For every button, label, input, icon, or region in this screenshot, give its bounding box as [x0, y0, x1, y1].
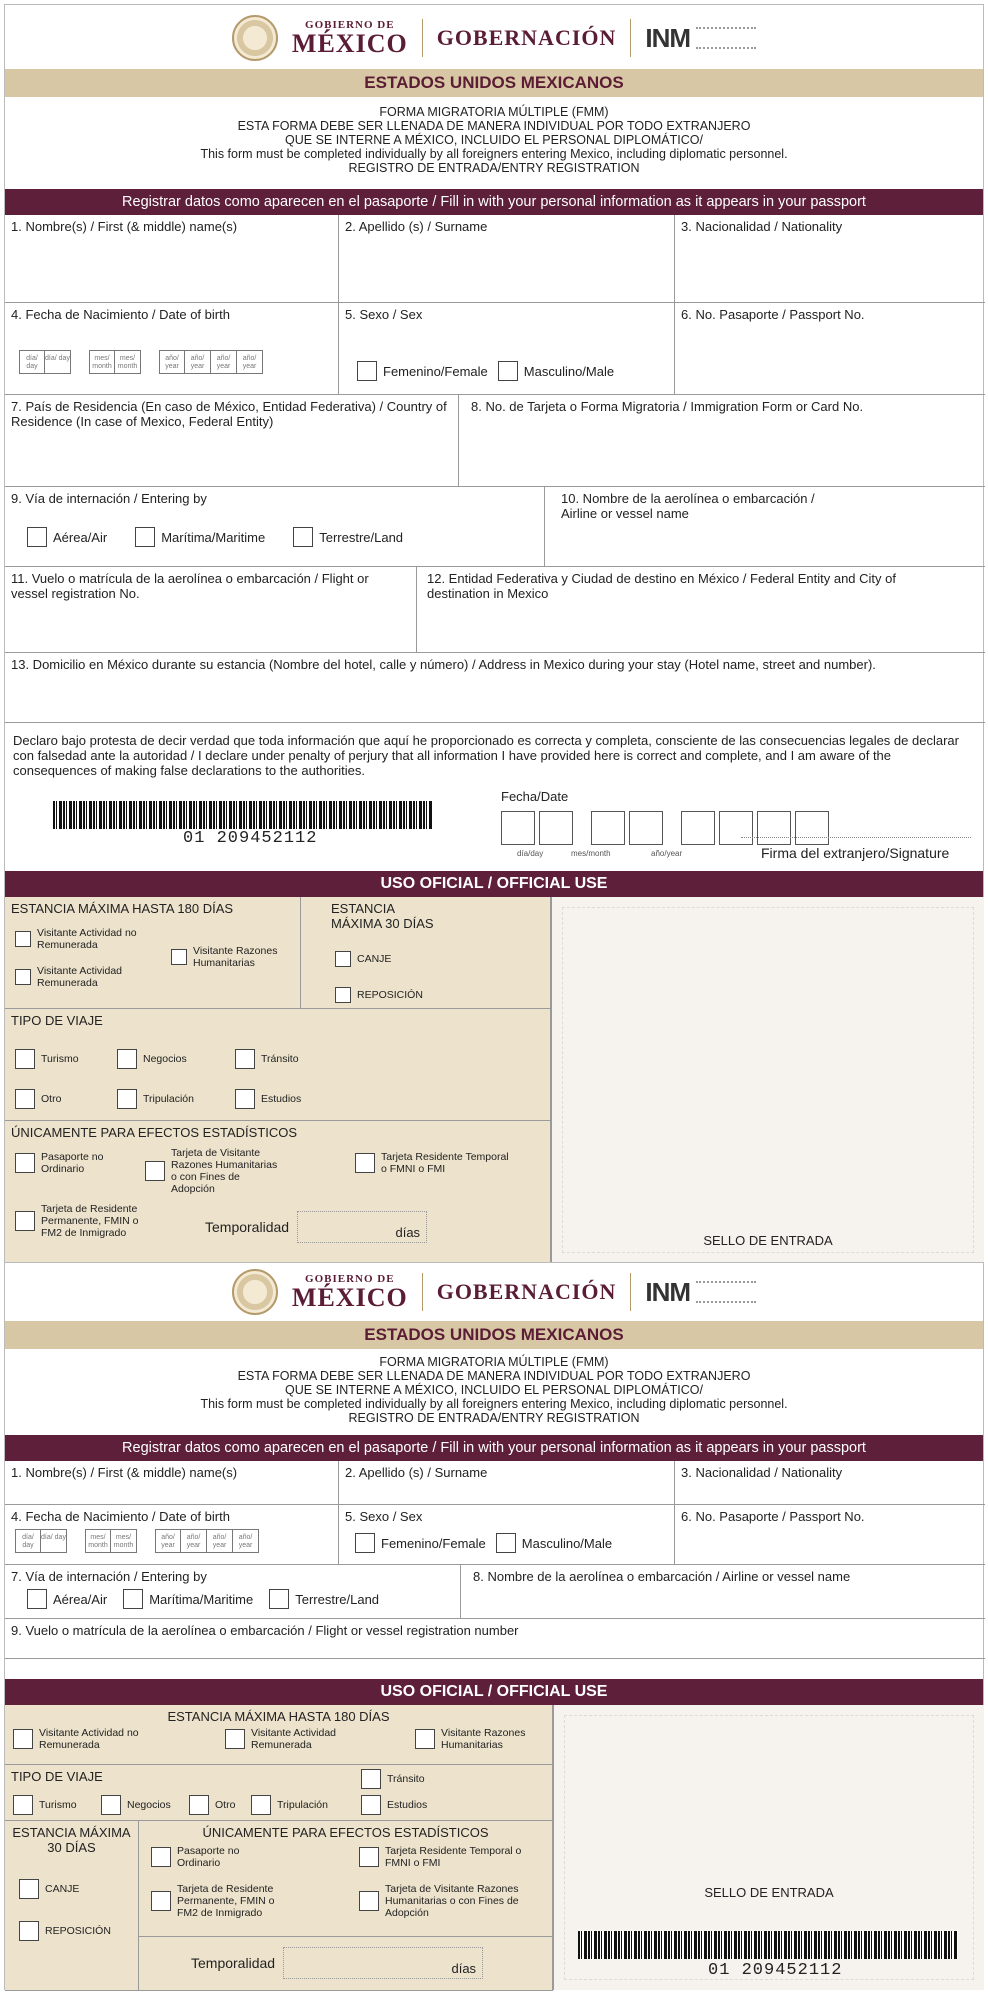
statistics-title: ÚNICAMENTE PARA EFECTOS ESTADÍSTICOS: [11, 1125, 298, 1140]
gobernacion-logo: GOBERNACIÓN: [436, 25, 617, 50]
tarjeta-temp-option: [359, 1845, 535, 1869]
dias-label: días: [451, 1961, 477, 1976]
form-titles: [5, 1355, 983, 1425]
official-use-band: USO OFICIAL / OFFICIAL USE: [5, 871, 983, 897]
sex-options: [357, 361, 614, 381]
fecha-label: Fecha/Date: [501, 789, 569, 804]
female-label: Femenino/Female: [381, 1535, 486, 1551]
estudios-option: [361, 1795, 427, 1815]
barcode-icon: [53, 801, 433, 829]
entering-by-options: [27, 1589, 379, 1609]
transito-checkbox[interactable]: [361, 1769, 381, 1789]
va-rem-label: Visitante Actividad Remunerada: [37, 965, 123, 989]
pasaporte-no-ord-option: [15, 1151, 121, 1175]
destination-label: 12. Entidad Federativa y Ciudad de destino en México / Federal Entity and City of destination in Mexico: [427, 571, 896, 601]
birth-date-field: [5, 303, 339, 395]
statistics-section: [139, 1821, 553, 1937]
birth-year-box[interactable]: año/ year: [233, 1529, 259, 1553]
entry-stamp-area: [551, 897, 984, 1263]
entry-stamp-area: [553, 1705, 984, 1990]
birth-year-box[interactable]: año/ year: [155, 1529, 181, 1553]
sign-year-caption: año/year: [651, 849, 683, 858]
sex-options: [355, 1533, 612, 1553]
temporalidad-field: [191, 1947, 483, 1979]
turismo-label: Turismo: [39, 1799, 77, 1811]
gobernacion-logo: GOBERNACIÓN: [436, 1279, 617, 1304]
airline-name-label: 10. Nombre de la aerolínea o embarcación / Airline or vessel name: [561, 491, 815, 521]
tripulacion-checkbox[interactable]: [251, 1795, 271, 1815]
first-name-field[interactable]: [5, 1461, 339, 1505]
destination-field[interactable]: [417, 567, 985, 653]
entry-stamp-label: SELLO DE ENTRADA: [703, 1233, 833, 1248]
va-no-rem-checkbox[interactable]: [13, 1729, 33, 1749]
estudios-option: [235, 1089, 301, 1109]
canje-label: CANJE: [45, 1883, 80, 1895]
tarjeta-perm-option: [151, 1883, 287, 1919]
land-checkbox[interactable]: [293, 527, 313, 547]
surname-field[interactable]: [339, 1461, 675, 1505]
sign-year-box[interactable]: [795, 811, 829, 845]
birth-day-box[interactable]: día/ day: [15, 1529, 41, 1553]
vrh-option: [171, 945, 297, 969]
birth-year-group: [159, 350, 263, 374]
entering-by-options: [27, 527, 403, 547]
birth-date-label: 4. Fecha de Nacimiento / Date of birth: [11, 1509, 230, 1524]
passport-instructions-band: Registrar datos como aparecen en el pasaporte / Fill in with your personal information as it appears in your passport: [5, 1435, 983, 1461]
temporalidad-label: Temporalidad: [191, 1955, 276, 1971]
birth-year-box[interactable]: año/ year: [159, 350, 185, 374]
birth-month-group: [89, 350, 141, 374]
tripulacion-option: [251, 1795, 328, 1815]
pasaporte-no-ord-checkbox[interactable]: [151, 1847, 171, 1867]
estudios-checkbox[interactable]: [361, 1795, 381, 1815]
turismo-option: [13, 1795, 77, 1815]
birth-day-group: [15, 1529, 67, 1553]
va-no-rem-option: [13, 1727, 149, 1751]
birth-year-box[interactable]: año/ year: [207, 1529, 233, 1553]
form-title-line: QUE SE INTERNE A MÉXICO, INCLUIDO EL PERSONAL DIPLOMÁTICO/: [285, 1383, 703, 1397]
sign-day-box[interactable]: [539, 811, 573, 845]
tarjeta-temp-checkbox[interactable]: [359, 1847, 379, 1867]
entering-by-label: 9. Vía de internación / Entering by: [11, 491, 207, 506]
reposicion-checkbox[interactable]: [335, 987, 351, 1003]
turismo-checkbox[interactable]: [13, 1795, 33, 1815]
tarjeta-perm-label: Tarjeta de Residente Permanente, FMIN o FM2 de Inmigrado: [177, 1883, 275, 1919]
exit-registration-sheet: [4, 1262, 984, 1990]
temporalidad-field: [205, 1211, 427, 1243]
sea-checkbox[interactable]: [135, 527, 155, 547]
negocios-option: [117, 1049, 187, 1069]
vrh-label: Visitante Razones Humanitarias: [441, 1727, 526, 1751]
air-checkbox[interactable]: [27, 527, 47, 547]
reposicion-option: [335, 987, 423, 1003]
tarjeta-vrh-option: [359, 1883, 535, 1919]
birth-month-box[interactable]: mes/ month: [115, 350, 141, 374]
barcode-icon: [578, 1931, 958, 1959]
va-no-rem-label: Visitante Actividad no Remunerada: [39, 1727, 139, 1751]
flight-number-field[interactable]: [5, 1619, 985, 1659]
sign-day-caption: día/day: [517, 849, 544, 858]
nationality-label: 3. Nacionalidad / Nationality: [681, 1465, 843, 1480]
flight-number-label: 9. Vuelo o matrícula de la aerolínea o embarcación / Flight or vessel registration number: [11, 1623, 519, 1638]
land-label: Terrestre/Land: [319, 529, 404, 545]
male-checkbox[interactable]: [496, 1533, 516, 1553]
sign-year-group: [681, 811, 833, 848]
negocios-checkbox[interactable]: [117, 1049, 137, 1069]
negocios-label: Negocios: [143, 1053, 187, 1065]
birth-year-box[interactable]: año/ year: [181, 1529, 207, 1553]
canje-checkbox[interactable]: [335, 951, 351, 967]
negocios-label: Negocios: [127, 1799, 171, 1811]
country-bar: ESTADOS UNIDOS MEXICANOS: [5, 69, 983, 97]
form-title-line: REGISTRO DE ENTRADA/ENTRY REGISTRATION: [348, 1411, 640, 1425]
sex-field: [339, 303, 675, 395]
birth-month-box[interactable]: mes/ month: [89, 350, 115, 374]
turismo-checkbox[interactable]: [15, 1049, 35, 1069]
surname-label: 2. Apellido (s) / Surname: [345, 219, 488, 234]
inm-logo-text: INM: [645, 22, 691, 53]
vrh-label: Visitante Razones Humanitarias: [193, 945, 278, 969]
passport-number-field[interactable]: [675, 303, 985, 395]
birth-month-group: [85, 1529, 137, 1553]
form-titles: [5, 105, 983, 175]
declaration-text: Declaro bajo protesta de decir verdad que toda información que aquí he proporcionado es correcta y completa, consciente de las consecuencias legales de declarar con falsedad ante la autoridad / I declare under penalty of perjury that all information I have provided here is correct and complete, and I am aware of the consequences of making false declarations to the authorities.: [13, 733, 959, 778]
va-rem-option: [15, 965, 137, 989]
canje-option: [19, 1879, 79, 1899]
male-label: Masculino/Male: [523, 363, 615, 379]
otro-label: Otro: [41, 1093, 62, 1105]
reposicion-option: [19, 1921, 111, 1941]
form-title-line: This form must be completed individually by all foreigners entering Mexico, including diplomatic personnel.: [200, 1397, 788, 1411]
form-title-line: ESTA FORMA DEBE SER LLENADA DE MANERA INDIVIDUAL POR TODO EXTRANJERO: [237, 119, 751, 133]
form-title-line: This form must be completed individually by all foreigners entering Mexico, including diplomatic personnel.: [200, 147, 788, 161]
sign-month-group: [591, 811, 667, 848]
immigration-card-field[interactable]: [459, 395, 985, 487]
reposicion-label: REPOSICIÓN: [357, 989, 423, 1001]
inm-logo: [645, 23, 756, 54]
inm-logo-text: INM: [645, 1276, 691, 1307]
reposicion-label: REPOSICIÓN: [45, 1925, 111, 1937]
gob-line1: GOBIERNO DE: [305, 18, 395, 31]
temporalidad-input[interactable]: [297, 1211, 427, 1243]
passport-instructions-band: Registrar datos como aparecen en el pasaporte / Fill in with your personal information as it appears in your passport: [5, 189, 983, 215]
surname-field[interactable]: [339, 215, 675, 303]
stay-30-days: 30 DÍAS: [47, 1840, 96, 1855]
female-checkbox[interactable]: [357, 361, 377, 381]
transito-label: Tránsito: [387, 1773, 425, 1785]
header-logos: [5, 13, 983, 63]
va-no-rem-checkbox[interactable]: [15, 931, 31, 947]
tarjeta-vrh-checkbox[interactable]: [359, 1891, 379, 1911]
turismo-label: Turismo: [41, 1053, 79, 1065]
birth-day-group: [19, 350, 71, 374]
otro-option: [189, 1795, 235, 1815]
first-name-label: 1. Nombre(s) / First (& middle) name(s): [11, 1465, 238, 1480]
sex-label: 5. Sexo / Sex: [345, 1509, 423, 1524]
sign-date-boxes: [501, 811, 833, 848]
form-title-line: FORMA MIGRATORIA MÚLTIPLE (FMM): [379, 1355, 609, 1369]
transito-checkbox[interactable]: [235, 1049, 255, 1069]
sex-label: 5. Sexo / Sex: [345, 307, 423, 322]
air-checkbox[interactable]: [27, 1589, 47, 1609]
stay-30-title: ESTANCIA MÁXIMA: [12, 1825, 131, 1840]
barcode-number: 01 209452112: [183, 829, 318, 848]
va-rem-option: [225, 1727, 351, 1751]
air-label: Aérea/Air: [53, 529, 108, 545]
tarjeta-temp-label: Tarjeta Residente Temporal o FMNI o FMI: [381, 1151, 509, 1175]
nationality-label: 3. Nacionalidad / Nationality: [681, 219, 843, 234]
trip-type-title: TIPO DE VIAJE: [11, 1769, 103, 1784]
transito-option: [361, 1769, 425, 1789]
logo-divider: [630, 19, 631, 57]
estudios-label: Estudios: [387, 1799, 428, 1811]
inm-logo: [645, 1277, 756, 1308]
stay-30-section: [5, 1821, 139, 1991]
pasaporte-no-ord-option: [151, 1845, 257, 1869]
reposicion-checkbox[interactable]: [19, 1921, 39, 1941]
birth-year-box[interactable]: año/ year: [211, 350, 237, 374]
address-field[interactable]: [5, 653, 985, 723]
form-title-line: FORMA MIGRATORIA MÚLTIPLE (FMM): [379, 105, 609, 119]
canje-checkbox[interactable]: [19, 1879, 39, 1899]
negocios-checkbox[interactable]: [101, 1795, 121, 1815]
vrh-checkbox[interactable]: [415, 1729, 435, 1749]
va-rem-checkbox[interactable]: [15, 969, 31, 985]
country-bar: ESTADOS UNIDOS MEXICANOS: [5, 1321, 983, 1349]
tarjeta-vrh-option: [145, 1147, 281, 1195]
form-title-line: ESTA FORMA DEBE SER LLENADA DE MANERA INDIVIDUAL POR TODO EXTRANJERO: [237, 1369, 751, 1383]
tarjeta-vrh-label: Tarjeta de Visitante Razones Humanitarias o con Fines de Adopción: [385, 1883, 519, 1919]
sign-year-box[interactable]: [681, 811, 715, 845]
stay-30-title: ESTANCIA MÁXIMA 30 DÍAS: [331, 901, 434, 931]
first-name-label: 1. Nombre(s) / First (& middle) name(s): [11, 219, 238, 234]
surname-label: 2. Apellido (s) / Surname: [345, 1465, 488, 1480]
flight-number-label: 11. Vuelo o matrícula de la aerolínea o embarcación / Flight or vessel registration No.: [11, 571, 369, 601]
tarjeta-perm-label: Tarjeta de Residente Permanente, FMIN o FM2 de Inmigrado: [41, 1203, 139, 1239]
female-checkbox[interactable]: [355, 1533, 375, 1553]
va-rem-checkbox[interactable]: [225, 1729, 245, 1749]
tarjeta-vrh-checkbox[interactable]: [145, 1161, 165, 1181]
nationality-field[interactable]: [675, 215, 985, 303]
residence-country-label: 7. País de Residencia (En caso de México, Entidad Federativa) / Country of Residence (In case of Mexico, Federal Entity): [11, 399, 447, 429]
inm-tagline-icon: [696, 27, 756, 49]
mexico-seal-icon: [232, 1269, 278, 1315]
statistics-title: ÚNICAMENTE PARA EFECTOS ESTADÍSTICOS: [202, 1825, 489, 1840]
birth-year-box[interactable]: año/ year: [237, 350, 263, 374]
sign-month-box[interactable]: [591, 811, 625, 845]
logo-divider: [422, 1273, 423, 1311]
residence-country-field[interactable]: [5, 395, 459, 487]
trip-type-title: TIPO DE VIAJE: [11, 1013, 103, 1028]
passport-number-label: 6. No. Pasaporte / Passport No.: [681, 1509, 865, 1524]
tripulacion-option: [117, 1089, 194, 1109]
form-title-line: REGISTRO DE ENTRADA/ENTRY REGISTRATION: [348, 161, 640, 175]
tarjeta-perm-option: [15, 1203, 151, 1239]
temporalidad-label: Temporalidad: [205, 1219, 290, 1235]
birth-date-label: 4. Fecha de Nacimiento / Date of birth: [11, 307, 230, 322]
barcode-number: 01 209452112: [708, 1961, 843, 1980]
canje-label: CANJE: [357, 953, 392, 965]
first-name-field[interactable]: [5, 215, 339, 303]
airline-name-label: 8. Nombre de la aerolínea o embarcación / Airline or vessel name: [473, 1569, 851, 1584]
va-no-rem-label: Visitante Actividad no Remunerada: [37, 927, 137, 951]
estudios-checkbox[interactable]: [235, 1089, 255, 1109]
tarjeta-temp-checkbox[interactable]: [355, 1153, 375, 1173]
otro-option: [15, 1089, 61, 1109]
official-use-band: USO OFICIAL / OFFICIAL USE: [5, 1679, 983, 1705]
birth-date-boxes: [15, 1529, 259, 1553]
pasaporte-no-ord-checkbox[interactable]: [15, 1153, 35, 1173]
pasaporte-no-ord-label: Pasaporte no Ordinario: [177, 1845, 240, 1869]
sign-year-box[interactable]: [719, 811, 753, 845]
sign-month-box[interactable]: [629, 811, 663, 845]
male-checkbox[interactable]: [498, 361, 518, 381]
birth-date-boxes: [19, 350, 263, 374]
birth-year-box[interactable]: año/ year: [185, 350, 211, 374]
turismo-option: [15, 1049, 79, 1069]
otro-checkbox[interactable]: [189, 1795, 209, 1815]
entry-registration-sheet: [4, 4, 984, 1262]
immigration-card-label: 8. No. de Tarjeta o Forma Migratoria / Immigration Form or Card No.: [471, 399, 864, 414]
male-label: Masculino/Male: [521, 1535, 613, 1551]
tarjeta-temp-label: Tarjeta Residente Temporal o FMNI o FMI: [385, 1845, 522, 1869]
estudios-label: Estudios: [261, 1093, 302, 1105]
gobierno-de-mexico-logo: [292, 20, 408, 57]
logo-divider: [630, 1273, 631, 1311]
entry-stamp-label: SELLO DE ENTRADA: [704, 1885, 834, 1900]
mexico-seal-icon: [232, 15, 278, 61]
form-title-line: QUE SE INTERNE A MÉXICO, INCLUIDO EL PERSONAL DIPLOMÁTICO/: [285, 133, 703, 147]
vrh-option: [415, 1727, 541, 1751]
temporalidad-input[interactable]: [283, 1947, 483, 1979]
airline-name-field[interactable]: [461, 1565, 985, 1619]
gob-line1: GOBIERNO DE: [305, 1272, 395, 1285]
otro-checkbox[interactable]: [15, 1089, 35, 1109]
tarjeta-temp-option: [355, 1151, 511, 1175]
tarjeta-vrh-label: Tarjeta de Visitante Razones Humanitarias o con Fines de Adopción: [171, 1147, 278, 1195]
passport-number-field[interactable]: [675, 1505, 985, 1565]
tarjeta-perm-checkbox[interactable]: [15, 1211, 35, 1231]
entering-by-label: 7. Vía de internación / Entering by: [11, 1569, 207, 1584]
flight-number-field[interactable]: [5, 567, 417, 653]
birth-day-box[interactable]: día/ day: [41, 1529, 67, 1553]
air-label: Aérea/Air: [53, 1591, 108, 1607]
inm-tagline-icon: [696, 1281, 756, 1303]
female-label: Femenino/Female: [383, 363, 488, 379]
dias-label: días: [395, 1225, 421, 1240]
va-rem-label: Visitante Actividad Remunerada: [251, 1727, 337, 1751]
signature-line[interactable]: [741, 837, 971, 838]
tripulacion-checkbox[interactable]: [117, 1089, 137, 1109]
birth-day-box[interactable]: día/ day: [45, 350, 71, 374]
gob-line2: MÉXICO: [291, 28, 408, 58]
transito-label: Tránsito: [261, 1053, 299, 1065]
stay-180-title: ESTANCIA MÁXIMA HASTA 180 DÍAS: [11, 901, 234, 916]
logo-divider: [422, 19, 423, 57]
sea-label: Marítima/Maritime: [161, 529, 266, 545]
birth-day-box[interactable]: día/ day: [19, 350, 45, 374]
pasaporte-no-ord-label: Pasaporte no Ordinario: [41, 1151, 104, 1175]
gobierno-de-mexico-logo: [292, 1274, 408, 1311]
land-label: Terrestre/Land: [295, 1591, 380, 1607]
birth-month-box[interactable]: mes/ month: [111, 1529, 137, 1553]
airline-name-field[interactable]: [545, 487, 985, 567]
transito-option: [235, 1049, 299, 1069]
passport-number-label: 6. No. Pasaporte / Passport No.: [681, 307, 865, 322]
watermark-pattern: [562, 907, 974, 1253]
tripulacion-label: Tripulación: [277, 1799, 328, 1811]
tarjeta-perm-checkbox[interactable]: [151, 1891, 171, 1911]
canje-option: [335, 951, 391, 967]
sign-month-caption: mes/month: [571, 849, 611, 858]
header-logos: [5, 1267, 983, 1317]
tripulacion-label: Tripulación: [143, 1093, 194, 1105]
address-label: 13. Domicilio en México durante su estancia (Nombre del hotel, calle y número) / Address in Mexico during your stay (Hotel name, street and number).: [11, 657, 876, 672]
vrh-checkbox[interactable]: [171, 949, 187, 965]
sea-checkbox[interactable]: [123, 1589, 143, 1609]
sign-day-group: [501, 811, 577, 848]
signature-label: Firma del extranjero/Signature: [761, 845, 950, 861]
sign-year-box[interactable]: [757, 811, 791, 845]
gob-line2: MÉXICO: [291, 1282, 408, 1312]
birth-year-group: [155, 1529, 259, 1553]
va-no-rem-option: [15, 927, 137, 951]
negocios-option: [101, 1795, 171, 1815]
land-checkbox[interactable]: [269, 1589, 289, 1609]
nationality-field[interactable]: [675, 1461, 985, 1505]
stay-180-title: ESTANCIA MÁXIMA HASTA 180 DÍAS: [167, 1709, 390, 1724]
sign-day-box[interactable]: [501, 811, 535, 845]
otro-label: Otro: [215, 1799, 236, 1811]
sea-label: Marítima/Maritime: [149, 1591, 254, 1607]
birth-month-box[interactable]: mes/ month: [85, 1529, 111, 1553]
